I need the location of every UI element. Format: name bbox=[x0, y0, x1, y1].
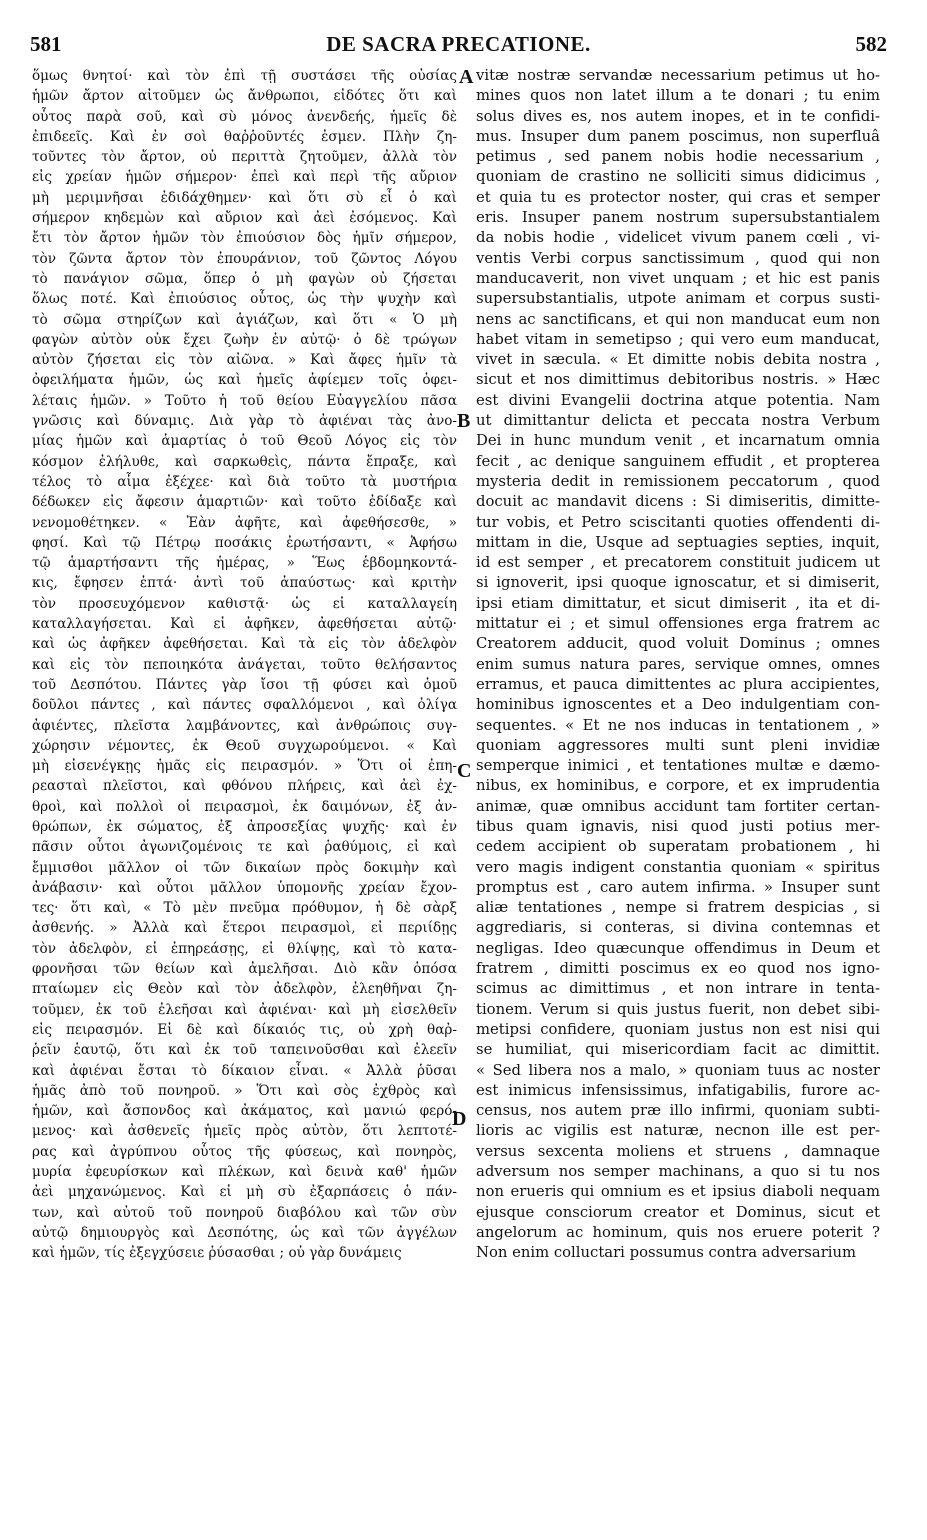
latin-text-line: aggrediaris, si conteras, si divina contemnas et bbox=[476, 919, 880, 937]
latin-text-line: erramus, et pauca dimittentes ac plura accipientes, bbox=[476, 675, 880, 693]
greek-text-line: ἡμῶν, καὶ ἄσπονδος καὶ ἀκάματος, καὶ μανιώ φερό- bbox=[32, 1103, 457, 1120]
section-marker-a: A bbox=[459, 66, 474, 88]
greek-text-line: φρονῆσαι τῶν θείων καὶ ἀμελῆσαι. Διὸ κἂν ὁπόσα bbox=[32, 961, 457, 978]
greek-text-line: ἡμᾶς ἀπὸ τοῦ πονηροῦ. » Ὅτι καὶ σὸς ἐχθρὸς καὶ bbox=[32, 1082, 457, 1099]
latin-text-line: est divini Evangelii doctrina atque potentia. Nam bbox=[476, 391, 880, 409]
latin-text-line: est inimicus infensissimus, infatigabilis, furore ac- bbox=[476, 1081, 880, 1099]
latin-column bbox=[476, 66, 880, 1264]
greek-text-line: τὸ πανάγιον σῶμα, ὅπερ ὁ μὴ φαγὼν οὐ ζήσεται bbox=[32, 270, 457, 287]
greek-text-line: καὶ ὡς ἀφῆκεν ἀφεθήσεται. Καὶ τὰ εἰς τὸν ἀδελφὸν bbox=[32, 636, 457, 653]
latin-text-line: nibus, ex hominibus, e corpore, et ex imprudentia bbox=[476, 777, 880, 795]
greek-text-line: ὅμως θνητοί· καὶ τὸν ἐπὶ τῇ συστάσει τῆς οὐσίας bbox=[32, 68, 457, 84]
latin-text-line: tibus quam ignavis, nisi quod justi potius mer- bbox=[476, 817, 880, 835]
latin-text-line: se humiliat, qui misericordiam facit ac dimittit. bbox=[476, 1041, 880, 1059]
greek-text-line: μὴ μεριμνῆσαι ἐδιδάχθημεν· καὶ ὅτι σὺ εἶ ὁ καὶ bbox=[32, 189, 457, 206]
greek-text-line: μενος· καὶ ἀσθενεῖς ἡμεῖς πρὸς αὐτὸν, ὅτι λεπτοτέ- bbox=[32, 1123, 457, 1140]
greek-text-line: μυρία ἐφευρίσκων καὶ πλέκων, καὶ δεινὰ καθ' ἡμῶν bbox=[32, 1164, 457, 1181]
greek-text-line: καταλλαγήσεται. Καὶ εἰ ἀφῆκεν, ἀφεθήσεται αὐτῷ· bbox=[32, 616, 457, 633]
latin-text-line: ventis Verbi corpus sanctissimum , quod qui non bbox=[476, 249, 880, 267]
latin-text-line: quoniam aggressores multi sunt pleni invidiæ bbox=[476, 736, 880, 754]
greek-text-line: ἀεὶ μηχανώμενος. Καὶ εἰ μὴ σὺ ἐξαρπάσεις ὁ πάν- bbox=[32, 1184, 457, 1201]
greek-text-line: τοῦντες τὸν ἄρτον, οὐ περιττὰ ζητοῦμεν, ἀλλὰ τὸν bbox=[32, 149, 457, 166]
latin-text-line: aliæ tentationes , nempe si fratrem despicias , si bbox=[476, 899, 880, 917]
latin-text-line: petimus , sed panem nobis hodie necessarium , bbox=[476, 148, 880, 166]
greek-text-line: δέδωκεν εἰς ἄφεσιν ἁμαρτιῶν· καὶ τοῦτο ἐδίδαξε καὶ bbox=[32, 494, 457, 511]
latin-text-line: animæ, quæ omnibus accidunt tam fortiter certan- bbox=[476, 797, 880, 815]
latin-text-line: mittam in die, Usque ad septuagies septies, inquit, bbox=[476, 533, 880, 551]
greek-text-line: ἐπιδεεῖς. Καὶ ἐν σοὶ θαῤῥοῦντές ἐσμεν. Πλὴν ζη- bbox=[32, 128, 457, 145]
latin-text-line: ut dimittantur delicta et peccata nostra Verbum bbox=[476, 412, 880, 430]
latin-text-line: et quia tu es protector noster, qui cras et semper bbox=[476, 188, 880, 206]
greek-text-line: τῷ ἁμαρτήσαντι τῆς ἡμέρας, » Ἕως ἑβδομηκοντά- bbox=[32, 555, 457, 572]
greek-text-line: χώρησιν νέμοντες, ἐκ Θεοῦ συγχωρούμενοι. « Καὶ bbox=[32, 737, 457, 754]
latin-text-line: semperque inimici , et tentationes multæ e dæmo- bbox=[476, 757, 880, 775]
latin-text-line: negligas. Ideo quæcunque offendimus in Deum et bbox=[476, 939, 880, 957]
latin-text-line: fratrem , dimitti poscimus ex eo quod nos igno- bbox=[476, 960, 880, 978]
greek-text-line: ρας καὶ ἀγρύπνου οὗτος τῆς φύσεως, καὶ πονηρὸς, bbox=[32, 1143, 457, 1160]
greek-text-line: τὸν ζῶντα ἄρτον τὸν ἐπουράνιον, τοῦ ζῶντος Λόγου bbox=[32, 250, 457, 267]
page-number-left: 581 bbox=[30, 32, 62, 56]
latin-text-line: mines quos non latet illum a te donari ; tu enim bbox=[476, 87, 880, 105]
latin-text-line: quoniam de crastino ne solliciti simus didicimus , bbox=[476, 168, 880, 186]
greek-text-line: ἀσθενής. » Ἀλλὰ καὶ ἕτεροι πειρασμοὶ, εἰ περιίδῃς bbox=[32, 920, 457, 937]
greek-text-line: ῥεῖν ἑαυτῷ, ὅτι καὶ ἐκ τοῦ ταπεινοῦσθαι καὶ ἐλεεῖν bbox=[32, 1042, 457, 1059]
section-marker-d: D bbox=[452, 1108, 467, 1130]
greek-column bbox=[32, 66, 457, 1264]
greek-text-line: εἰς χρείαν ἡμῶν σήμερον· ἐπεὶ καὶ περὶ τῆς αὔριον bbox=[32, 169, 457, 186]
greek-text-line: φησί. Καὶ τῷ Πέτρῳ ποσάκις ἐρωτήσαντι, « Ἀφήσω bbox=[32, 534, 457, 551]
latin-text-line: habet vitam in semetipso ; qui vero eum manducat, bbox=[476, 330, 880, 348]
latin-text-line: da nobis hodie , videlicet vivum panem cœli , vi- bbox=[476, 229, 880, 247]
latin-text-line: scimus ac dimittimus , et non intrare in tenta- bbox=[476, 980, 880, 998]
latin-text-line: cedem accipient ob superatam probationem , hi bbox=[476, 838, 880, 856]
greek-text-line: ἀνάβασιν· καὶ οὗτοι μᾶλλον ὑπομονῆς χρείαν ἔχον- bbox=[32, 879, 457, 896]
latin-text-line: docuit ac mandavit dicens : Si dimiseritis, dimitte- bbox=[476, 493, 880, 511]
greek-text-line: πταίωμεν εἰς Θεὸν καὶ τὸν ἀδελφὸν, ἐλεηθῆναι ζη- bbox=[32, 981, 457, 998]
greek-text-line: σήμερον κηδεμὼν καὶ αὔριον καὶ ἀεὶ ἐσόμενος. Καὶ bbox=[32, 210, 457, 227]
greek-text-line: καὶ ἡμῶν, τίς ἐξεγχύσειε ῥύσασθαι ; οὐ γὰρ δυνάμεις bbox=[32, 1245, 402, 1262]
running-title: DE SACRA PRECATIONE. bbox=[326, 32, 591, 56]
latin-text-line: hominibus ignoscentes et a Deo indulgentiam con- bbox=[476, 696, 880, 714]
greek-text-line: τὸν ἀδελφὸν, εἰ ἐπηρεάσῃς, εἰ θλίψῃς, καὶ τὸ κατα- bbox=[32, 940, 457, 957]
greek-text-line: ἡμῶν ἄρτον αἰτοῦμεν ὡς ἄνθρωποι, εἰδότες ὅτι καὶ bbox=[32, 88, 457, 105]
latin-text-line: sequentes. « Et ne nos inducas in tentationem , » bbox=[476, 716, 880, 734]
latin-text-line: Creatorem adducit, quod voluit Dominus ; omnes bbox=[476, 635, 880, 653]
latin-text-line: metipsi confidere, quoniam justus non est nisi qui bbox=[476, 1020, 880, 1038]
latin-text-line: eris. Insuper panem nostrum supersubstantialem bbox=[476, 209, 880, 227]
greek-text-line: των, καὶ αὐτοῦ τοῦ πονηροῦ διαβόλου καὶ τῶν σὺν bbox=[32, 1204, 457, 1221]
greek-text-line: κόσμον ἐλήλυθε, καὶ σαρκωθεὶς, πάντα ἔπραξε, καὶ bbox=[32, 453, 457, 470]
latin-text-line: Non enim colluctari possumus contra adversarium bbox=[476, 1244, 857, 1262]
greek-text-line: φαγὼν αὐτὸν οὐκ ἔχει ζωὴν ἐν αὐτῷ· ὁ δὲ τρώγων bbox=[32, 331, 457, 348]
latin-text-line: tur vobis, et Petro sciscitanti quoties offendenti di- bbox=[476, 513, 880, 531]
latin-text-line: ipsi etiam dimittatur, et sicut dimiserit , ita et di- bbox=[476, 594, 880, 612]
latin-text-line: census, nos autem præ illo infirmi, quoniam subti- bbox=[476, 1102, 880, 1120]
greek-text-line: θρώπων, ἐκ σώματος, ἐξ ἀπροσεξίας ψυχῆς· καὶ ἐν bbox=[32, 818, 457, 835]
greek-text-line: εἰς πειρασμόν. Εἰ δὲ καὶ δίκαιός τις, οὐ χρὴ θαῤ- bbox=[32, 1021, 457, 1038]
greek-text-line: ἀφιέντες, πλεῖστα λαμβάνοντες, καὶ ἀνθρώποις συγ- bbox=[32, 717, 457, 734]
latin-text-line: tionem. Verum si quis justus fuerit, non debet sibi- bbox=[476, 1000, 880, 1018]
greek-text-line: τες· ὅτι καὶ, « Τὸ μὲν πνεῦμα πρόθυμον, ἡ δὲ σὰρξ bbox=[32, 900, 457, 917]
latin-text-line: sicut et nos dimittimus debitoribus nostris. » Hæc bbox=[476, 371, 880, 389]
greek-text-line: ἔμμισθοι μᾶλλον οἱ τῶν δικαίων πρὸς δοκιμὴν καὶ bbox=[32, 859, 457, 876]
greek-text-line: μὴ εἰσενέγκῃς ἡμᾶς εἰς πειρασμόν. » Ὅτι οἱ ἐπη- bbox=[32, 758, 457, 775]
greek-text-line: νενομοθέτηκεν. « Ἐὰν ἀφῆτε, καὶ ἀφεθήσεσθε, » bbox=[32, 514, 457, 531]
greek-text-line: τὸν προσευχόμενον καθιστᾷ· ὡς εἰ καταλλαγείη bbox=[32, 595, 457, 612]
section-marker-c: C bbox=[457, 760, 472, 782]
greek-text-line: τέλος τὸ αἷμα ἐξέχεε· καὶ διὰ τοῦτο τὰ μυστήρια bbox=[32, 473, 457, 490]
greek-text-line: καὶ εἰς τὸν πεποιηκότα ἀνάγεται, τοῦτο θελήσαντος bbox=[32, 656, 457, 673]
latin-text-line: mus. Insuper dum panem poscimus, non superfluâ bbox=[476, 127, 880, 145]
greek-text-line: θροὶ, καὶ πολλοὶ οἱ πειρασμοὶ, ἐκ δαιμόνων, ἐξ ἀν- bbox=[32, 798, 457, 815]
greek-text-line: αὐτὸν ζήσεται εἰς τὸν αἰῶνα. » Καὶ ἄφες ἡμῖν τὰ bbox=[32, 352, 457, 369]
greek-text-line: καὶ ἀφιέναι ἔσται τὸ δίκαιον εἶναι. « Ἀλλὰ ῥῦσαι bbox=[32, 1062, 457, 1079]
latin-text-line: fecit , ac denique sanguinem effudit , et propterea bbox=[476, 452, 880, 470]
latin-text-line: id est semper , et precatorem constituit judicem ut bbox=[476, 554, 880, 572]
latin-text-line: angelorum ac hominum, quis nos eruere poterit ? bbox=[476, 1223, 880, 1241]
latin-text-line: si ignoverit, ipsi quoque ignoscatur, et si dimiserit, bbox=[476, 574, 880, 592]
page-number-right: 582 bbox=[855, 32, 887, 56]
latin-text-line: adversum nos semper machinans, a quo si tu nos bbox=[476, 1163, 880, 1181]
greek-text-line: ὅλως ποτέ. Καὶ ἐπιούσιος οὗτος, ὡς τὴν ψυχὴν καὶ bbox=[32, 291, 457, 308]
greek-text-line: πᾶσιν οὗτοι ἀγωνιζομένοις τε καὶ ῥαθύμοις, εἰ καὶ bbox=[32, 839, 457, 856]
latin-text-line: enim sumus natura pares, servique omnes, omnes bbox=[476, 655, 880, 673]
greek-text-line: αὐτῷ δημιουργὸς καὶ Δεσπότης, ὡς καὶ τῶν ἀγγέλων bbox=[32, 1224, 457, 1241]
page-header bbox=[30, 32, 887, 60]
greek-text-line: τοῦμεν, ἐκ τοῦ ἐλεῆσαι καὶ ἀφιέναι· καὶ μὴ εἰσελθεῖν bbox=[32, 1001, 457, 1018]
latin-text-line: manducaverit, non vivet unquam ; et hic est panis bbox=[476, 269, 880, 287]
greek-text-line: ἔτι τὸν ἄρτον ἡμῶν τὸν ἐπιούσιον δὸς ἡμῖν σήμερον, bbox=[32, 230, 457, 247]
greek-text-line: κις, ἔφησεν ἑπτά· ἀντὶ τοῦ ἀπαύστως· καὶ κριτὴν bbox=[32, 575, 457, 592]
latin-text-line: mysteria dedit in remissionem peccatorum , quod bbox=[476, 472, 880, 490]
latin-text-line: lioris ac vigilis est naturæ, necnon ille est per- bbox=[476, 1122, 880, 1140]
latin-text-line: solus dives es, nos autem inopes, et in te confidi- bbox=[476, 107, 880, 125]
latin-text-line: vero magis indigent constantia quoniam « spiritus bbox=[476, 858, 880, 876]
greek-text-line: οὗτος παρὰ σοῦ, καὶ σὺ μόνος ἀνενδεής, ἡμεῖς δὲ bbox=[32, 108, 457, 125]
greek-text-line: λέταις ἡμῶν. » Τοῦτο ἡ τοῦ θείου Εὐαγγελίου πᾶσα bbox=[32, 392, 457, 409]
greek-text-line: μίας ἡμῶν καὶ ἁμαρτίας ὁ τοῦ Θεοῦ Λόγος εἰς τὸν bbox=[32, 433, 457, 450]
greek-text-line: τοῦ Δεσπότου. Πάντες γὰρ ἴσοι τῇ φύσει καὶ ὁμοῦ bbox=[32, 676, 457, 693]
greek-text-line: τὸ σῶμα στηρίζων καὶ ἁγιάζων, καὶ ὅτι « Ὁ μὴ bbox=[32, 311, 457, 328]
section-marker-b: B bbox=[457, 410, 471, 432]
latin-text-line: vitæ nostræ servandæ necessarium petimus ut ho- bbox=[476, 67, 880, 84]
greek-text-line: ρεασταὶ πλεῖστοι, καὶ φθόνου πλήρεις, καὶ ἀεὶ ἐχ- bbox=[32, 778, 457, 795]
latin-text-line: nens ac sanctificans, et qui non manducat eum non bbox=[476, 310, 880, 328]
greek-text-line: ὀφειλήματα ἡμῶν, ὡς καὶ ἡμεῖς ἀφίεμεν τοῖς ὀφει- bbox=[32, 372, 457, 389]
latin-text-line: supersubstantialis, utpote animam et corpus susti- bbox=[476, 290, 880, 308]
latin-text-line: Dei in hunc mundum venit , et incarnatum omnia bbox=[476, 432, 880, 450]
latin-text-line: mittatur ei ; et simul offensiones erga fratrem ac bbox=[476, 615, 880, 633]
latin-text-line: « Sed libera nos a malo, » quoniam tuus ac noster bbox=[476, 1061, 880, 1079]
latin-text-line: promptus est , caro autem infirma. » Insuper sunt bbox=[476, 878, 880, 896]
latin-text-line: ejusque consciorum creator et Dominus, sicut et bbox=[476, 1203, 880, 1221]
latin-text-line: versus sexcenta moliens et struens , damnaque bbox=[476, 1142, 880, 1160]
latin-text-line: vivet in sæcula. « Et dimitte nobis debita nostra , bbox=[476, 351, 880, 369]
greek-text-line: γνῶσις καὶ δύναμις. Διὰ γὰρ τὸ ἀφιέναι τὰς ἀνο- bbox=[32, 413, 457, 430]
greek-text-line: δοῦλοι πάντες , καὶ πάντες σφαλλόμενοι , καὶ ὀλίγα bbox=[32, 697, 457, 714]
latin-text-line: non erueris qui omnium es et ipsius diaboli nequam bbox=[476, 1183, 880, 1201]
